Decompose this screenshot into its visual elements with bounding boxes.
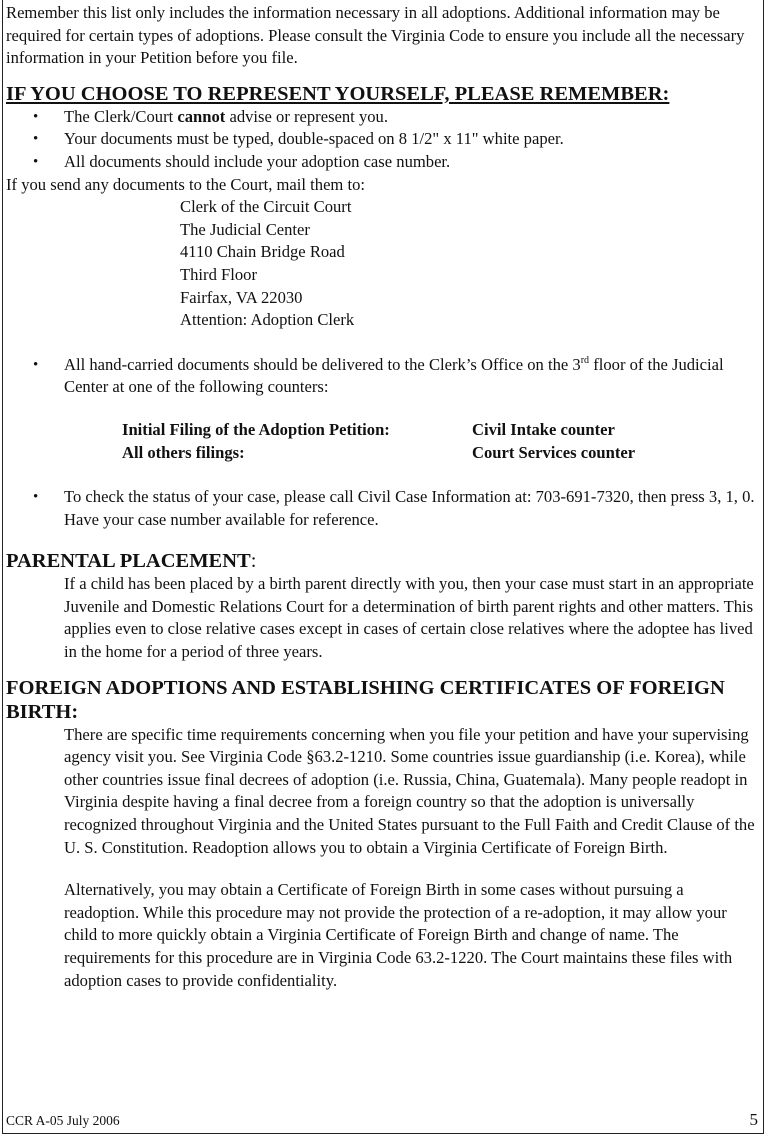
mailing-address [180, 196, 762, 332]
delivery-bullet-list [6, 354, 762, 399]
bullet-icon: • [33, 131, 39, 148]
bullet-item-case-status [6, 486, 762, 531]
filing-type: Initial Filing of the Adoption Petition: [122, 419, 390, 439]
bullet-text: floor of the Judicial Center at one of the following counters: [64, 354, 724, 397]
represent-bullet-list [6, 106, 762, 174]
bullet-icon: • [33, 489, 39, 506]
address-line: The Judicial Center [180, 219, 310, 239]
address-line: Clerk of the Circuit Court [180, 197, 352, 217]
parental-placement-heading [6, 549, 762, 573]
status-bullet-list [6, 486, 762, 531]
address-line: Attention: Adoption Clerk [180, 310, 355, 330]
bullet-text: Your documents must be typed, double-spaced on 8 1/2" x 11" white paper. [64, 129, 564, 149]
page-number: 5 [749, 1110, 758, 1129]
bullet-item-clerk-cannot [6, 106, 762, 129]
heading-text: PARENTAL PLACEMENT [6, 550, 251, 573]
bullet-icon: • [33, 108, 39, 125]
ordinal-suffix: rd [580, 354, 590, 366]
heading-colon: : [250, 550, 257, 573]
mail-instructions: If you send any documents to the Court, mail them to: [6, 174, 366, 194]
foreign-adoptions-paragraph: There are specific time requirements concerning when you file your petition and have your supervising agency visit you. See Virginia Code §63.2-1210. Some countries issue guardianship (i.e. Korea), while other countries issue final decrees of adoption (i.e. Russia, China, Guatemala). Many people readopt in Virginia despite having a final decree from a foreign country so that the adoption is universally recognized throughout Virginia and the United States pursuant to the Full Faith and Credit Clause of the U. S. Constitution. Readoption allows you to obtain a Virginia Certificate of Foreign Birth. [64, 724, 755, 857]
bullet-item-typed-documents [6, 128, 762, 151]
bullet-icon: • [33, 356, 39, 373]
bullet-text: The Clerk/Court [64, 106, 178, 126]
bullet-text: All hand-carried documents should be delivered to the Clerk’s Office on the 3 [64, 354, 581, 374]
bullet-text: All documents should include your adoption case number. [64, 151, 451, 171]
counter-name: Court Services counter [472, 442, 636, 462]
represent-heading: IF YOU CHOOSE TO REPRESENT YOURSELF, PLEASE REMEMBER: [6, 82, 670, 105]
address-line: 4110 Chain Bridge Road [180, 242, 345, 262]
foreign-birth-certificate-paragraph: Alternatively, you may obtain a Certificate of Foreign Birth in some cases without pursuing a readoption. While this procedure may not provide the protection of a re-adoption, it may allow your child to more quickly obtain a Virginia Certificate of Foreign Birth and change of name. The requirements for this procedure are in Virginia Code 63.2-1220. The Court maintains these files with adoption cases to provide confidentiality. [64, 880, 733, 990]
bullet-icon: • [33, 153, 39, 170]
counter-row [122, 419, 762, 442]
bullet-item-case-number [6, 151, 762, 174]
counter-row [122, 442, 762, 465]
foreign-adoptions-heading: FOREIGN ADOPTIONS AND ESTABLISHING CERTIFICATES OF FOREIGN BIRTH: [6, 676, 725, 723]
filing-type: All others filings: [122, 442, 245, 462]
bullet-emphasis: cannot [177, 106, 226, 126]
bullet-text: advise or represent you. [225, 106, 388, 126]
parental-placement-paragraph: If a child has been placed by a birth parent directly with you, then your case must start in an appropriate Juvenile and Domestic Relations Court for a determination of birth parent rights and other matters. This applies even to close relative cases except in cases of certain close relatives where the adoptee has lived in the home for a period of three years. [64, 574, 754, 662]
bullet-text: To check the status of your case, please call Civil Case Information at: 703-691-7320, then press 3, 1, 0. Have your case number available for reference. [64, 487, 755, 529]
address-line: Fairfax, VA 22030 [180, 287, 303, 307]
form-identifier: CCR A-05 July 2006 [6, 1113, 120, 1128]
document-body [6, 2, 762, 992]
bullet-item-hand-carried [6, 354, 762, 399]
address-line: Third Floor [180, 264, 257, 284]
counter-name: Civil Intake counter [472, 419, 615, 439]
counters-table [122, 419, 762, 464]
intro-paragraph: Remember this list only includes the information necessary in all adoptions. Additional information may be required for certain types of adoptions. Please consult the Virginia Code to ensure you include all the necessary information in your Petition before you file. [6, 3, 745, 68]
